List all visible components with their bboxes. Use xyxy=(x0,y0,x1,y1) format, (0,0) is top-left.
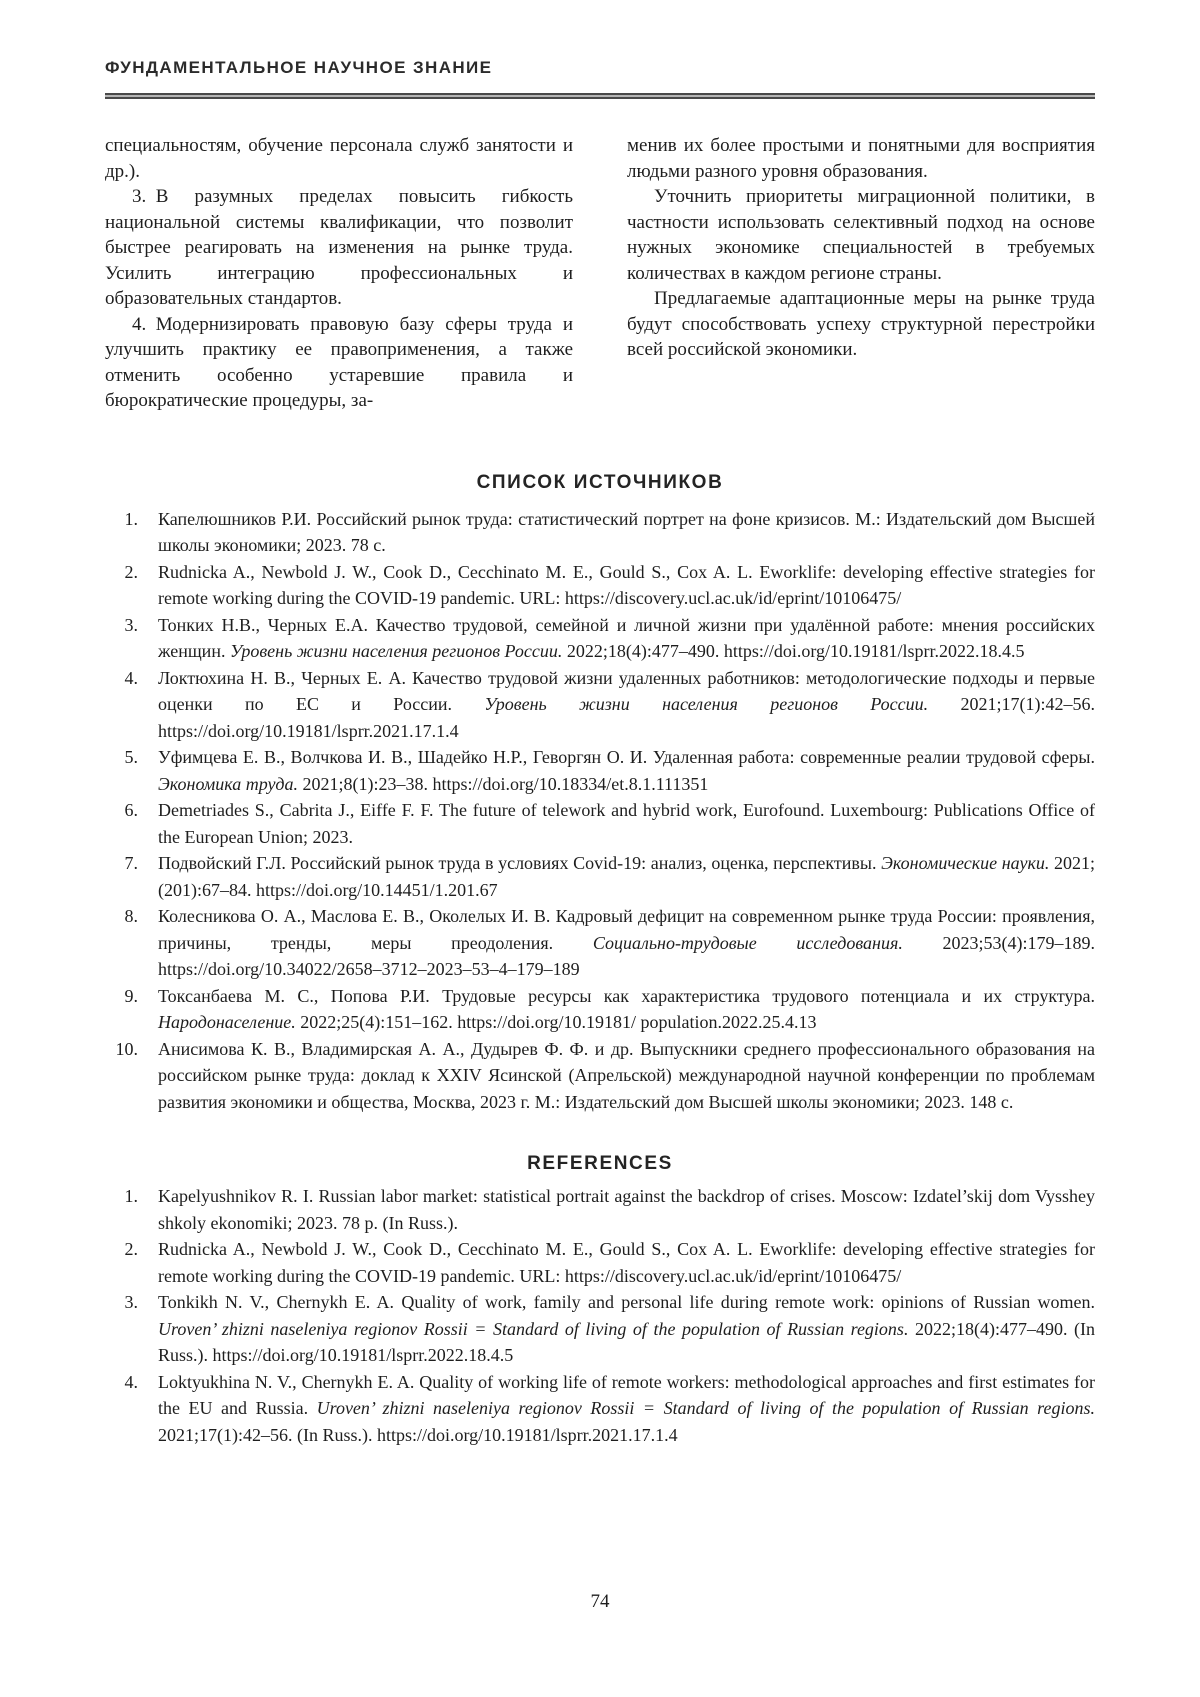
reference-number: 1. xyxy=(124,1186,138,1206)
page-header xyxy=(105,58,1095,99)
reference-segment: Loktyukhina N. V., Chernykh E. A. Quality of working life of remote workers: methodological approaches and first estimates for the EU and Russia. xyxy=(158,1371,1095,1418)
right-column xyxy=(627,133,1095,414)
journal-title: Народонаселение. xyxy=(158,1012,296,1032)
reference-item xyxy=(105,850,1095,903)
journal-title: Экономические науки. xyxy=(881,853,1050,873)
reference-segment: Анисимова К. В., Владимирская А. А., Дудырев Ф. Ф. и др. Выпускники среднего профессионального образования на российском рынке труда: доклад к XXIV Ясинской (Апрельской) международной научной конференции по проблемам развития экономики и общества, Москва, 2023 г. М.: Издательский дом Высшей школы экономики; 2023. 148 с. xyxy=(158,1038,1095,1112)
reference-item xyxy=(105,506,1095,559)
reference-segment: Токсанбаева М. С., Попова Р.И. Трудовые ресурсы как характеристика трудового потенциала и их структура. xyxy=(158,985,1095,1006)
reference-segment: 2022;18(4):477–490. (In Russ.). https://doi.org/10.19181/lsprr.2022.18.4.5 xyxy=(158,1318,1096,1365)
reference-segment: Rudnicka A., Newbold J. W., Cook D., Cecchinato M. E., Gould S., Cox A. L. Eworklife: developing effective strategies for remote working during the COVID-19 pandemic. URL: https://discovery.ucl.ac.uk/id/eprint/10106475/ xyxy=(158,1239,1095,1286)
journal-title: Экономика труда. xyxy=(158,773,299,794)
paragraph: Предлагаемые адаптационные меры на рынке труда будут способствовать успеху структурной перестройки всей российской экономики. xyxy=(627,288,1095,360)
sources-heading: СПИСОК ИСТОЧНИКОВ xyxy=(476,471,724,493)
references-list xyxy=(105,1183,1095,1448)
reference-text xyxy=(158,850,1095,903)
reference-number: 5. xyxy=(124,747,138,767)
reference-segment: Локтюхина Н. В., Черных Е. А. Качество трудовой жизни удаленных работников: методологические подходы и первые оценки по ЕС и России. xyxy=(158,667,1095,714)
reference-number: 3. xyxy=(124,614,138,635)
reference-number: 6. xyxy=(124,800,138,820)
reference-item xyxy=(105,612,1095,665)
journal-title: Uroven’ zhizni naseleniya regionov Rossii = Standard of living of the population of Russian regions. xyxy=(316,1398,1095,1418)
reference-segment: 2021;17(1):42–56. https://doi.org/10.19181/lsprr.2021.17.1.4 xyxy=(158,694,1095,741)
reference-segment: Уфимцева Е. В., Волчкова И. В., Шадейко Н.Р., Геворгян О. И. Удаленная работа: современные реалии трудовой сферы. xyxy=(158,747,1095,767)
reference-number: 10. xyxy=(115,1038,138,1059)
reference-item xyxy=(105,665,1095,745)
reference-item xyxy=(105,1036,1095,1116)
reference-item xyxy=(105,903,1095,983)
paragraph: 4. Модернизировать правовую базу сферы труда и улучшить практику ее правоприменения, а также отменить особенно устаревшие правила и бюрократические процедуры, за- xyxy=(105,313,573,411)
paragraph: менив их более простыми и понятными для восприятия людьми разного уровня образования. xyxy=(627,135,1095,182)
reference-segment: Rudnicka A., Newbold J. W., Cook D., Cecchinato M. E., Gould S., Cox A. L. Eworklife: developing effective strategies for remote working during the COVID-19 pandemic. URL: https://discovery.ucl.ac.uk/id/eprint/10106475/ xyxy=(158,561,1095,608)
reference-item xyxy=(105,559,1095,612)
reference-item xyxy=(105,983,1095,1036)
reference-number: 7. xyxy=(124,853,138,873)
reference-segment: 2021;8(1):23–38. https://doi.org/10.18334/et.8.1.111351 xyxy=(298,773,709,794)
reference-text xyxy=(158,1183,1095,1236)
reference-item xyxy=(105,1236,1095,1289)
paragraph: специальностям, обучение персонала служб занятости и др.). xyxy=(105,135,573,182)
reference-segment: 2022;18(4):477–490. https://doi.org/10.19181/lsprr.2022.18.4.5 xyxy=(562,641,1025,661)
reference-text xyxy=(158,506,1095,559)
reference-number: 4. xyxy=(124,1371,138,1392)
reference-text xyxy=(158,1036,1095,1116)
reference-segment: 2021;17(1):42–56. (In Russ.). https://doi.org/10.19181/lsprr.2021.17.1.4 xyxy=(158,1424,678,1445)
reference-number: 4. xyxy=(124,667,138,688)
reference-number: 8. xyxy=(124,906,138,926)
reference-text xyxy=(158,665,1095,745)
reference-number: 2. xyxy=(124,561,138,582)
reference-segment: 2023;53(4):179–189. https://doi.org/10.34022/2658–3712–2023–53–4–179–189 xyxy=(158,932,1095,979)
reference-text xyxy=(158,1289,1095,1369)
reference-segment: Подвойский Г.Л. Российский рынок труда в условиях Covid-19: анализ, оценка, перспективы. xyxy=(158,853,882,873)
reference-number: 9. xyxy=(124,985,138,1006)
reference-number: 2. xyxy=(124,1239,138,1259)
paragraph: 3. В разумных пределах повысить гибкость национальной системы квалификации, что позволит быстрее реагировать на изменения на рынке труда. Усилить интеграцию профессиональных и образовательных стандартов. xyxy=(105,186,573,309)
reference-segment: Колесникова О. А., Маслова Е. В., Околелых И. В. Кадровый дефицит на современном рынке труда России: проявления, причины, тренды, меры преодоления. xyxy=(158,906,1095,953)
article-body xyxy=(105,133,1095,414)
reference-segment: Demetriades S., Cabrita J., Eiffe F. F. The future of telework and hybrid work, Eurofound. Luxembourg: Publications Office of the European Union; 2023. xyxy=(158,800,1095,847)
header-rule xyxy=(105,93,1095,99)
reference-segment: Kapelyushnikov R. I. Russian labor market: statistical portrait against the backdrop of crises. Moscow: Izdatel’skij dom Vysshey shkoly ekonomiki; 2023. 78 p. (In Russ.). xyxy=(158,1186,1095,1233)
reference-text xyxy=(158,559,1095,612)
sources-list xyxy=(105,506,1095,1116)
journal-title: Uroven’ zhizni naseleniya regionov Rossii = Standard of living of the population of Russian regions. xyxy=(158,1318,909,1339)
journal-title: Социально-трудовые исследования. xyxy=(592,932,903,953)
reference-segment: Тонких Н.В., Черных Е.А. Качество трудовой, семейной и личной жизни при удалённой работе: мнения российских женщин. xyxy=(158,614,1095,661)
reference-text xyxy=(158,983,1095,1036)
journal-title: Уровень жизни населения регионов России. xyxy=(484,694,929,714)
page-main xyxy=(105,133,1095,1448)
left-column xyxy=(105,133,573,414)
reference-number: 3. xyxy=(124,1292,138,1312)
references-heading: REFERENCES xyxy=(527,1153,673,1174)
reference-item xyxy=(105,1183,1095,1236)
reference-segment: 2022;25(4):151–162. https://doi.org/10.19181/ population.2022.25.4.13 xyxy=(295,1012,817,1032)
reference-segment: 2021;(201):67–84. https://doi.org/10.14451/1.201.67 xyxy=(158,853,1095,900)
reference-text xyxy=(158,1369,1095,1449)
reference-item xyxy=(105,744,1095,797)
reference-item xyxy=(105,1289,1095,1369)
page-number: 74 xyxy=(590,1591,610,1612)
journal-title: Уровень жизни населения регионов России. xyxy=(229,641,563,661)
reference-text xyxy=(158,903,1095,983)
reference-item xyxy=(105,1369,1095,1449)
reference-text xyxy=(158,1236,1095,1289)
reference-text xyxy=(158,744,1095,797)
running-head: ФУНДАМЕНТАЛЬНОЕ НАУЧНОЕ ЗНАНИЕ xyxy=(105,58,493,77)
reference-number: 1. xyxy=(124,508,138,529)
reference-segment: Капелюшников Р.И. Российский рынок труда: статистический портрет на фоне кризисов. М.: Издательский дом Высшей школы экономики; 2023. 78 с. xyxy=(158,508,1095,555)
reference-text xyxy=(158,797,1095,850)
paragraph: Уточнить приоритеты миграционной политики, в частности использовать селективный подход на основе нужных экономике специальностей в требуемых количествах в каждом регионе страны. xyxy=(627,186,1095,284)
reference-item xyxy=(105,797,1095,850)
reference-text xyxy=(158,612,1095,665)
reference-segment: Tonkikh N. V., Chernykh E. A. Quality of work, family and personal life during remote work: opinions of Russian women. xyxy=(158,1292,1095,1312)
